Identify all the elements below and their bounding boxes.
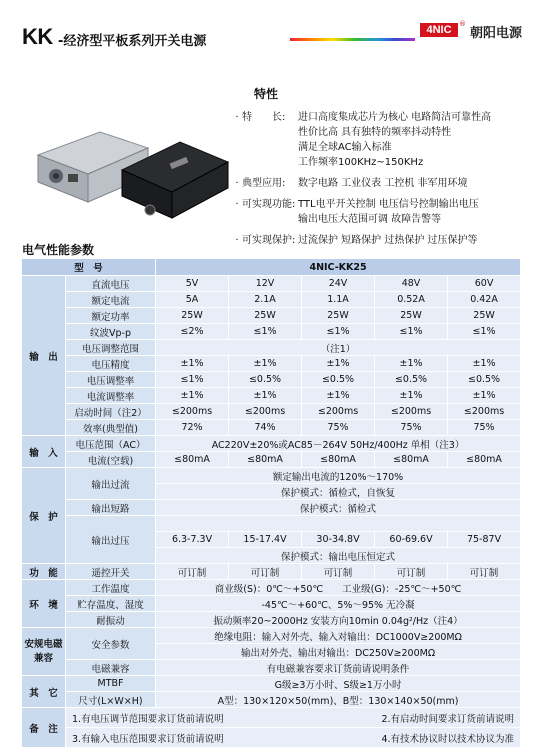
note-item: 3.有输入电压范围要求订货前请说明 — [72, 733, 224, 745]
feature-label: 特 长: — [242, 112, 286, 123]
cell: ≤1% — [375, 324, 448, 340]
cell: ±1% — [302, 388, 375, 404]
cell: 12V — [229, 276, 302, 292]
param-name: 耐振动 — [66, 612, 156, 628]
param-name: 电压调整率 — [66, 372, 156, 388]
section-title: 电气性能参数 — [22, 243, 95, 257]
cell: ±1% — [229, 388, 302, 404]
cell: 1.1A — [302, 292, 375, 308]
param-name: 启动时间（注2） — [66, 404, 156, 420]
param-name: 额定功率 — [66, 308, 156, 324]
param-name: 遥控开关 — [66, 564, 156, 580]
cell: ±1% — [302, 356, 375, 372]
feature-label: 可实现保护: — [242, 235, 296, 246]
param-name: 电压精度 — [66, 356, 156, 372]
feature-line: 过流保护 短路保护 过热保护 过压保护等 — [298, 235, 478, 246]
note-item: 2.有启动时间要求订货前请说明 — [381, 713, 515, 725]
table-row — [22, 728, 521, 748]
param-name: 电压范围（AC） — [66, 436, 156, 452]
rainbow-divider — [290, 38, 415, 41]
cell: 75% — [302, 420, 375, 436]
cell: 24V — [302, 276, 375, 292]
cell-span: 保护模式：循检式 — [156, 500, 521, 516]
registered-mark: ® — [459, 20, 466, 28]
feature-label: 典型应用: — [242, 178, 286, 189]
cell: ±1% — [448, 388, 521, 404]
cell-span: G级≥3万小时、S级≥1万小时 — [156, 676, 521, 692]
table-row — [22, 660, 521, 676]
param-name: 电流调整率 — [66, 388, 156, 404]
brand-name: 朝阳电源 — [470, 26, 523, 41]
cell-span: 有电磁兼容要求订货前请说明条件 — [156, 660, 521, 676]
cell-span: AC220V±20%或AC85－264V 50Hz/400Hz 单相（注3） — [156, 436, 521, 452]
param-name: 工作温度 — [66, 580, 156, 596]
cell: ≤2% — [156, 324, 229, 340]
feature-line: 输出电压大范围可调 故障告警等 — [298, 214, 442, 225]
cell-span: A型：130×120×50(mm)、B型：130×140×50(mm) — [156, 692, 521, 708]
category-protect: 保 护 — [22, 468, 66, 564]
cell: 60V — [448, 276, 521, 292]
note-item: 1.有电压调节范围要求订货前请说明 — [72, 713, 224, 725]
category-env: 环 境 — [22, 580, 66, 628]
note-item: 4.有技术协议时以技术协议为准 — [381, 733, 515, 745]
bullet: · — [235, 199, 239, 210]
table-row — [22, 516, 521, 532]
cell-span: 保护模式：循检式，自恢复 — [156, 484, 521, 500]
cell: 可订制 — [156, 564, 229, 580]
feature-advantages — [232, 110, 532, 170]
category-input: 输 入 — [22, 436, 66, 468]
param-name: 电压调整范围 — [66, 340, 156, 356]
feature-protections — [232, 233, 532, 248]
spec-table — [21, 258, 521, 748]
category-output: 输 出 — [22, 276, 66, 436]
cell: 5V — [156, 276, 229, 292]
cell: 60-69.6V — [375, 532, 448, 548]
cell: 48V — [375, 276, 448, 292]
table-row — [22, 372, 521, 388]
cell: 30-34.8V — [302, 532, 375, 548]
table-row — [22, 292, 521, 308]
table-row — [22, 564, 521, 580]
cell: ≤0.5% — [448, 372, 521, 388]
table-row — [22, 356, 521, 372]
cell-blank — [156, 516, 521, 532]
cell: ≤80mA — [302, 452, 375, 468]
param-name: 电磁兼容 — [66, 660, 156, 676]
category-emc: 安规电磁兼容 — [22, 628, 66, 676]
feature-line: 进口高度集成芯片为核心 电路简洁可靠性高 — [298, 112, 492, 123]
feature-line: TTL电平开关控制 电压信号控制输出电压 — [298, 199, 479, 210]
features-panel — [232, 85, 532, 248]
param-name: 尺寸(L×W×H) — [66, 692, 156, 708]
param-name: 贮存温度、湿度 — [66, 596, 156, 612]
table-row — [22, 708, 521, 728]
notes-row — [66, 708, 521, 728]
cell: 25W — [448, 308, 521, 324]
product-photo — [30, 110, 230, 230]
cell: 25W — [375, 308, 448, 324]
feature-label: 可实现功能: — [242, 199, 296, 210]
cell: 6.3-7.3V — [156, 532, 229, 548]
notes-row — [66, 728, 521, 748]
table-row — [22, 308, 521, 324]
category-other: 其 它 — [22, 676, 66, 708]
cell: 2.1A — [229, 292, 302, 308]
cell: ≤200ms — [229, 404, 302, 420]
cell: ≤200ms — [375, 404, 448, 420]
cell: ≤1% — [448, 324, 521, 340]
cell: ≤200ms — [448, 404, 521, 420]
cell: ±1% — [156, 356, 229, 372]
param-name: 输出过流 — [66, 468, 156, 500]
table-row — [22, 596, 521, 612]
cell: ≤80mA — [229, 452, 302, 468]
features-title: 特性 — [254, 87, 279, 101]
cell: ≤0.5% — [229, 372, 302, 388]
table-header-row — [22, 259, 521, 276]
table-row — [22, 628, 521, 644]
cell: ±1% — [375, 388, 448, 404]
param-name: 电流(空载) — [66, 452, 156, 468]
cell: 5A — [156, 292, 229, 308]
param-name: 直流电压 — [66, 276, 156, 292]
param-name: 额定电流 — [66, 292, 156, 308]
cell-span: 输出对外壳、输出对输出：DC250V≥200MΩ — [156, 644, 521, 660]
category-notes: 备 注 — [22, 708, 66, 748]
cell: 75% — [375, 420, 448, 436]
cell-span: 振动频率20~2000Hz 安装方向10min 0.04g²/Hz（注4） — [156, 612, 521, 628]
cell: 可订制 — [302, 564, 375, 580]
table-row — [22, 612, 521, 628]
bullet: · — [235, 112, 239, 123]
cell: ≤0.5% — [302, 372, 375, 388]
cell-span: 商业级(S)：0℃～+50℃ 工业级(G)：-25℃～+50℃ — [156, 580, 521, 596]
cell: ±1% — [448, 356, 521, 372]
param-name: 输出过压 — [66, 516, 156, 564]
param-name: 效率(典型值) — [66, 420, 156, 436]
table-row — [22, 324, 521, 340]
cell: ≤1% — [229, 324, 302, 340]
feature-line: 性价比高 具有独特的频率抖动特性 — [298, 127, 452, 138]
cell: 15-17.4V — [229, 532, 302, 548]
param-name: 安全参数 — [66, 628, 156, 660]
model-value: 4NIC-KK25 — [156, 259, 521, 276]
cell: 25W — [229, 308, 302, 324]
bullet: · — [235, 235, 239, 246]
cell: 0.52A — [375, 292, 448, 308]
page-header — [0, 0, 540, 54]
feature-line: 数字电路 工业仪表 工控机 非军用环境 — [298, 178, 468, 189]
feature-line: 工作频率100KHz~150KHz — [298, 157, 424, 168]
table-row — [22, 580, 521, 596]
cell: 可订制 — [375, 564, 448, 580]
cell: ≤0.5% — [375, 372, 448, 388]
cell: ≤80mA — [375, 452, 448, 468]
cell: ≤80mA — [448, 452, 521, 468]
cell: ±1% — [375, 356, 448, 372]
table-row — [22, 420, 521, 436]
cell: ≤200ms — [302, 404, 375, 420]
cell: ≤80mA — [156, 452, 229, 468]
feature-line: 满足全球AC输入标准 — [298, 142, 392, 153]
param-name: 输出短路 — [66, 500, 156, 516]
cell: 0.42A — [448, 292, 521, 308]
cell: 可订制 — [229, 564, 302, 580]
model-label: 型 号 — [22, 259, 156, 276]
cell: 75-87V — [448, 532, 521, 548]
table-row — [22, 452, 521, 468]
series-code: KK — [22, 24, 53, 49]
cell: ±1% — [229, 356, 302, 372]
table-row — [22, 340, 521, 356]
cell: 74% — [229, 420, 302, 436]
cell-span: （注1） — [156, 340, 521, 356]
cell: 可订制 — [448, 564, 521, 580]
cell: 25W — [156, 308, 229, 324]
table-row — [22, 692, 521, 708]
cell-span: 绝缘电阻：输入对外壳、输入对输出：DC1000V≥200MΩ — [156, 628, 521, 644]
cell: ±1% — [156, 388, 229, 404]
cell: ≤1% — [302, 324, 375, 340]
cell: 72% — [156, 420, 229, 436]
cell-span: 保护模式：输出电压恒定式 — [156, 548, 521, 564]
bullet: · — [235, 178, 239, 189]
cell: ≤1% — [156, 372, 229, 388]
feature-functions — [232, 197, 532, 227]
table-row — [22, 388, 521, 404]
feature-applications — [232, 176, 532, 191]
cell-span: 额定输出电流的120%～170% — [156, 468, 521, 484]
param-name: MTBF — [66, 676, 156, 692]
cell: 75% — [448, 420, 521, 436]
cell: ≤200ms — [156, 404, 229, 420]
category-function: 功 能 — [22, 564, 66, 580]
cell: 25W — [302, 308, 375, 324]
table-row — [22, 404, 521, 420]
table-row — [22, 436, 521, 452]
table-row — [22, 500, 521, 516]
cell-span: -45℃～+60℃、5%～95% 无冷凝 — [156, 596, 521, 612]
brand-logo: 4NIC — [420, 23, 458, 37]
series-title: -经济型平板系列开关电源 — [58, 34, 207, 49]
table-row — [22, 276, 521, 292]
table-row — [22, 676, 521, 692]
param-name: 纹波Vp-p — [66, 324, 156, 340]
table-row — [22, 468, 521, 484]
